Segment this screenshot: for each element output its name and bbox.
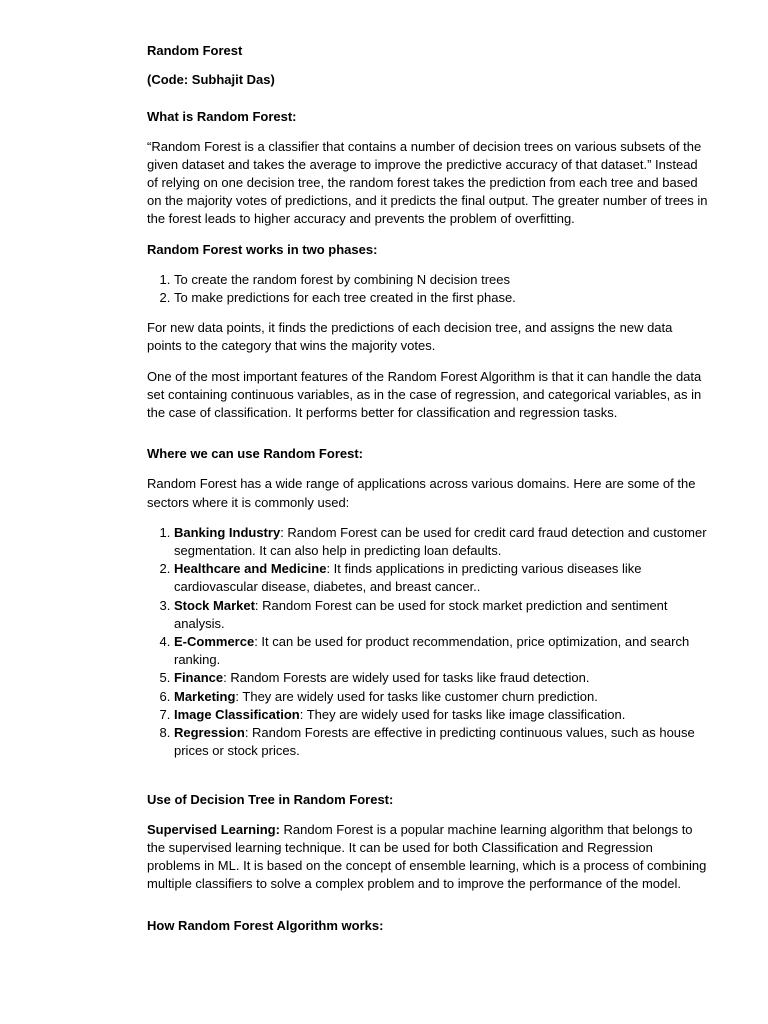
- where-paragraph: Random Forest has a wide range of applications across various domains. Here are some of the sectors where it is commonly used:: [147, 476, 696, 510]
- section-heading-how: How Random Forest Algorithm works:: [147, 917, 384, 933]
- list-item: 1. To create the random forest by combining N decision trees: [174, 271, 708, 289]
- supervised-text: Random Forest is a popular machine learning algorithm that belongs to the supervised learning technique. It can be used for both Classification and Regression problems in ML. It is based on the concept of ensemble learning, which is a process of combining multiple classifiers to solve a complex problem and to improve the performance of the model.: [147, 821, 707, 892]
- list-item: [174, 633, 708, 669]
- features-paragraph: One of the most important features of the Random Forest Algorithm is that it can handle the data set containing continuous variables, as in the case of regression, and categorical variables, as in the case of classification. It performs better for classification and regression tasks.: [147, 368, 702, 421]
- list-item-term: Regression: [174, 725, 245, 741]
- list-item-desc: : Random Forest can be used for credit card fraud detection and customer segmentation. It can also help in predicting loan defaults.: [174, 524, 707, 559]
- list-item: [174, 724, 708, 760]
- list-item: [174, 688, 708, 706]
- list-item: [174, 524, 708, 560]
- section-heading-where: Where we can use Random Forest:: [147, 446, 363, 462]
- list-item: [174, 560, 708, 596]
- list-item-desc: : They are widely used for tasks like customer churn prediction.: [235, 688, 598, 704]
- list-item-desc: : It finds applications in predicting various diseases like cardiovascular disease, diabetes, and breast cancer..: [174, 561, 642, 595]
- document-title: Random Forest: [147, 43, 243, 58]
- section-heading-phases: Random Forest works in two phases:: [147, 241, 378, 257]
- uses-list: [147, 524, 708, 761]
- list-item: [174, 706, 708, 724]
- list-item-desc: : Random Forests are effective in predicting continuous values, such as house prices or stock prices.: [174, 725, 695, 759]
- list-item-term: Finance: [174, 670, 224, 686]
- list-item-term: Marketing: [174, 688, 236, 704]
- list-item-term: Stock Market: [174, 597, 255, 613]
- list-item-term: E-Commerce: [174, 634, 255, 650]
- section-heading-what: What is Random Forest:: [147, 109, 297, 125]
- code-credit: (Code: Subhajit Das): [147, 72, 275, 88]
- list-item-term: Image Classification: [174, 706, 300, 722]
- list-item: [174, 669, 708, 687]
- list-item-term: Banking Industry: [174, 524, 281, 540]
- list-item-desc: : They are widely used for tasks like image classification.: [299, 706, 626, 722]
- list-item: [174, 597, 708, 633]
- section-heading-use: Use of Decision Tree in Random Forest:: [147, 791, 394, 807]
- supervised-term: Supervised Learning:: [147, 821, 280, 837]
- what-paragraph: “Random Forest is a classifier that contains a number of decision trees on various subsets of the given dataset and takes the average to improve the predictive accuracy of that dataset.” Instead of relying on one decision tree, the random forest takes the prediction from each tree and based on the majority votes of predictions, and it predicts the final output. The greater number of trees in the forest leads to higher accuracy and prevents the problem of overfitting.: [147, 138, 708, 227]
- new-data-paragraph: For new data points, it finds the predictions of each decision tree, and assigns the new data points to the category that wins the majority votes.: [147, 320, 673, 354]
- list-item-desc: : Random Forest can be used for stock market prediction and sentiment analysis.: [174, 597, 668, 631]
- list-item-desc: : Random Forests are widely used for tasks like fraud detection.: [223, 670, 590, 686]
- phases-list: [147, 271, 708, 307]
- list-item-desc: : It can be used for product recommendation, price optimization, and search ranking.: [174, 634, 690, 668]
- list-item: 2. To make predictions for each tree created in the first phase.: [174, 289, 708, 307]
- list-item-term: Healthcare and Medicine: [174, 561, 327, 577]
- supervised-paragraph: [147, 821, 708, 894]
